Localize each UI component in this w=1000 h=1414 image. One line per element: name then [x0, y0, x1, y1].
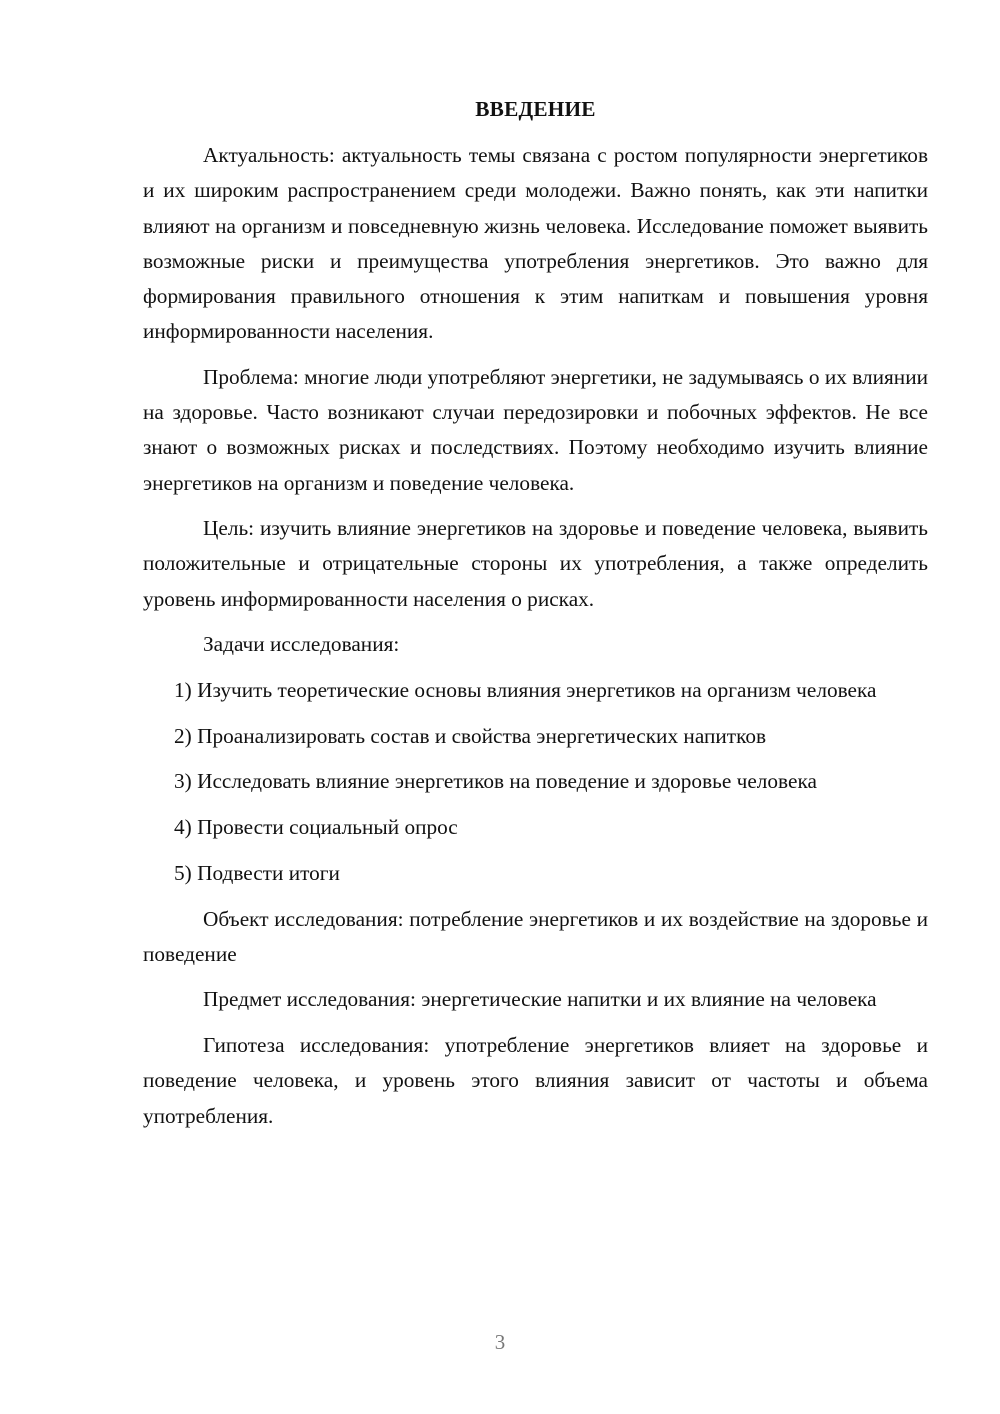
- relevance-paragraph: Актуальность: актуальность темы связана с ростом популярности энергетиков и их широким распространением среди молодежи. Важно понять, как эти напитки влияют на организм и повседневную жизнь человека. Исследование поможет выявить возможные риски и преимущества употребления энергетиков. Это важно для формирования правильного отношения к этим напиткам и повышения уровня информированности населения.: [143, 143, 928, 344]
- task-item-4: 4) Провести социальный опрос: [174, 815, 458, 840]
- page-number: 3: [494, 1330, 506, 1354]
- tasks-heading: Задачи исследования:: [203, 632, 400, 657]
- goal-paragraph: Цель: изучить влияние энергетиков на здоровье и поведение человека, выявить положительные и отрицательные стороны их употребления, а также определить уровень информированности населения о рисках.: [143, 516, 928, 611]
- subject-paragraph: Предмет исследования: энергетические напитки и их влияние на человека: [203, 987, 877, 1012]
- document-page: [143, 92, 928, 1144]
- object-paragraph: Объект исследования: потребление энергетиков и их воздействие на здоровье и поведение: [143, 906, 928, 966]
- hypothesis-paragraph: Гипотеза исследования: употребление энергетиков влияет на здоровье и поведение человека, и уровень этого влияния зависит от частоты и объема употребления.: [143, 1033, 928, 1128]
- task-item-2: 2) Проанализировать состав и свойства энергетических напитков: [174, 723, 767, 748]
- problem-paragraph: Проблема: многие люди употребляют энергетики, не задумываясь о их влиянии на здоровье. Часто возникают случаи передозировки и побочных эффектов. Не все знают о возможных рисках и последствиях. Поэтому необходимо изучить влияние энергетиков на организм и поведение человека.: [143, 364, 928, 495]
- task-item-1: 1) Изучить теоретические основы влияния энергетиков на организм человека: [174, 678, 877, 703]
- task-item-5: 5) Подвести итоги: [174, 860, 340, 885]
- section-title: ВВЕДЕНИЕ: [475, 97, 596, 121]
- task-item-3: 3) Исследовать влияние энергетиков на поведение и здоровье человека: [174, 769, 817, 794]
